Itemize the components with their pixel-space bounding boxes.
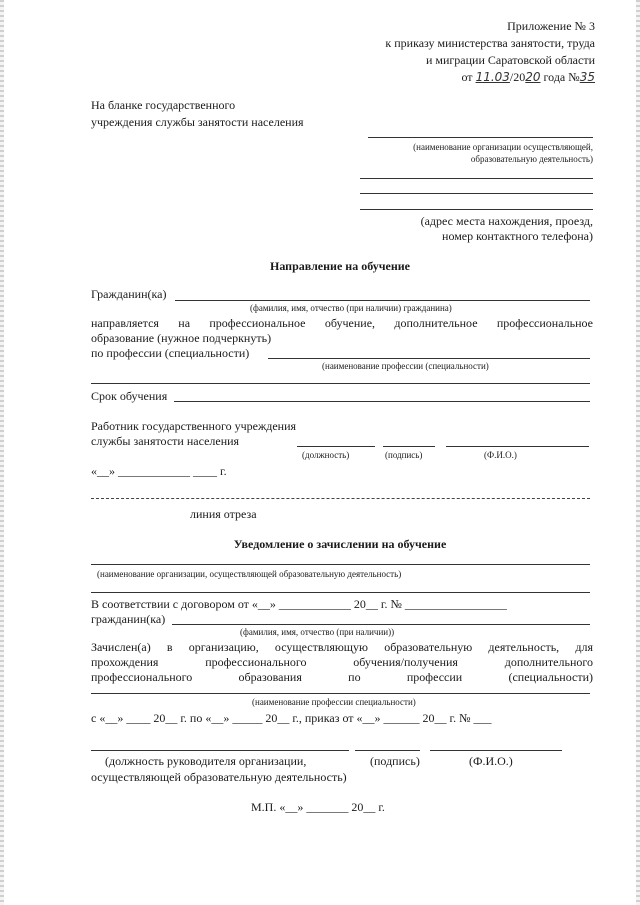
- appendix-date-prefix: от: [461, 70, 476, 84]
- referral-citizen-hint: (фамилия, имя, отчество (при наличии) гражданина): [250, 303, 452, 313]
- notice-head-position-field: [91, 750, 349, 751]
- appendix-date-suffix: года №: [540, 70, 580, 84]
- referral-worker-line-1: Работник государственного учреждения: [91, 419, 297, 433]
- blank-line-1: На бланке государственного: [91, 98, 236, 112]
- notice-profession-hint: (наименование профессии специальности): [252, 697, 416, 707]
- appendix-line-3: и миграции Саратовской области: [425, 53, 595, 67]
- notice-contract-line: В соответствии с договором от «__» ____________ 20__ г. № _________________: [91, 597, 507, 611]
- referral-citizen-label: Гражданин(ка): [91, 287, 167, 301]
- blank-line-2: учреждения службы занятости населения: [91, 115, 304, 129]
- scan-edge-left: [0, 0, 4, 905]
- appendix-date-line: [461, 70, 595, 84]
- referral-title: Направление на обучение: [269, 259, 410, 273]
- recipient-addr-hint-2: номер контактного телефона): [442, 229, 593, 243]
- notice-enrolled-line-3: профессионального образования по профессии (специальности): [91, 670, 593, 684]
- cut-line-label: линия отреза: [190, 507, 257, 521]
- appendix-line-1: Приложение № 3: [507, 19, 595, 33]
- notice-head-signature-field: [355, 750, 420, 751]
- referral-citizen-field: [175, 300, 590, 301]
- notice-org-field: [91, 564, 590, 565]
- notice-org-field-2: [91, 592, 590, 593]
- referral-sign-fio-hint: (Ф.И.О.): [484, 450, 517, 460]
- referral-signature-field: [383, 446, 435, 447]
- notice-enrolled-line-2: прохождения профессионального обучения/получения дополнительного: [91, 655, 593, 669]
- recipient-org-hint-1: (наименование организации осуществляющей,: [413, 142, 593, 152]
- recipient-addr-hint-1: (адрес места нахождения, проезд,: [420, 214, 593, 228]
- notice-profession-field: [91, 693, 590, 694]
- appendix-line-2: к приказу министерства занятости, труда: [385, 36, 595, 50]
- referral-profession-label: по профессии (специальности): [91, 346, 250, 360]
- referral-sign-signature-hint: (подпись): [385, 450, 423, 460]
- appendix-number: 35: [579, 70, 595, 84]
- scan-edge-right: [636, 0, 640, 905]
- referral-profession-field: [268, 358, 590, 359]
- recipient-addr-line-2: [360, 193, 593, 194]
- notice-stamp-line: М.П. «__» _______ 20__ г.: [251, 800, 385, 814]
- notice-title: Уведомление о зачислении на обучение: [233, 537, 447, 551]
- notice-enrolled-line-1: Зачислен(а) в организацию, осуществляющую образовательную деятельность, для: [91, 640, 593, 654]
- appendix-date-mid: /20: [509, 70, 526, 84]
- referral-profession-hint: (наименование профессии (специальности): [322, 361, 489, 371]
- referral-term-label: Срок обучения: [91, 389, 168, 403]
- appendix-date-day: 11.03: [475, 70, 510, 84]
- notice-org-hint: (наименование организации, осуществляющей образовательную деятельность): [97, 569, 402, 579]
- referral-worker-line-2: службы занятости населения: [91, 434, 240, 448]
- recipient-org-hint-2: образовательную деятельность): [470, 154, 593, 164]
- referral-position-field: [297, 446, 375, 447]
- referral-fio-field: [446, 446, 589, 447]
- notice-period-line: с «__» ____ 20__ г. по «__» _____ 20__ г., приказ от «__» ______ 20__ г. № ___: [91, 711, 492, 725]
- referral-term-field: [174, 401, 590, 402]
- recipient-addr-line-1: [360, 178, 593, 179]
- appendix-date-year: 20: [525, 70, 541, 84]
- referral-directed-line: направляется на профессиональное обучение, дополнительное профессиональное: [91, 316, 593, 330]
- notice-citizen-field: [172, 624, 590, 625]
- recipient-addr-line-3: [360, 209, 593, 210]
- referral-education-line: образование (нужное подчеркнуть): [91, 331, 272, 345]
- notice-head-fio-field: [430, 750, 562, 751]
- notice-head-hint-2: осуществляющей образовательную деятельность): [91, 770, 347, 784]
- notice-citizen-hint: (фамилия, имя, отчество (при наличии)): [240, 627, 395, 637]
- referral-profession-field-2: [91, 383, 590, 384]
- cut-dashed-line: [91, 498, 590, 499]
- notice-citizen-label: гражданин(ка): [91, 612, 166, 626]
- notice-signature-hint: (подпись): [370, 754, 420, 768]
- notice-head-hint-1: (должность руководителя организации,: [105, 754, 307, 768]
- referral-date-line: «__» ____________ ____ г.: [91, 464, 227, 478]
- recipient-org-line: [368, 137, 593, 138]
- notice-fio-hint: (Ф.И.О.): [469, 754, 513, 768]
- referral-sign-position-hint: (должность): [302, 450, 350, 460]
